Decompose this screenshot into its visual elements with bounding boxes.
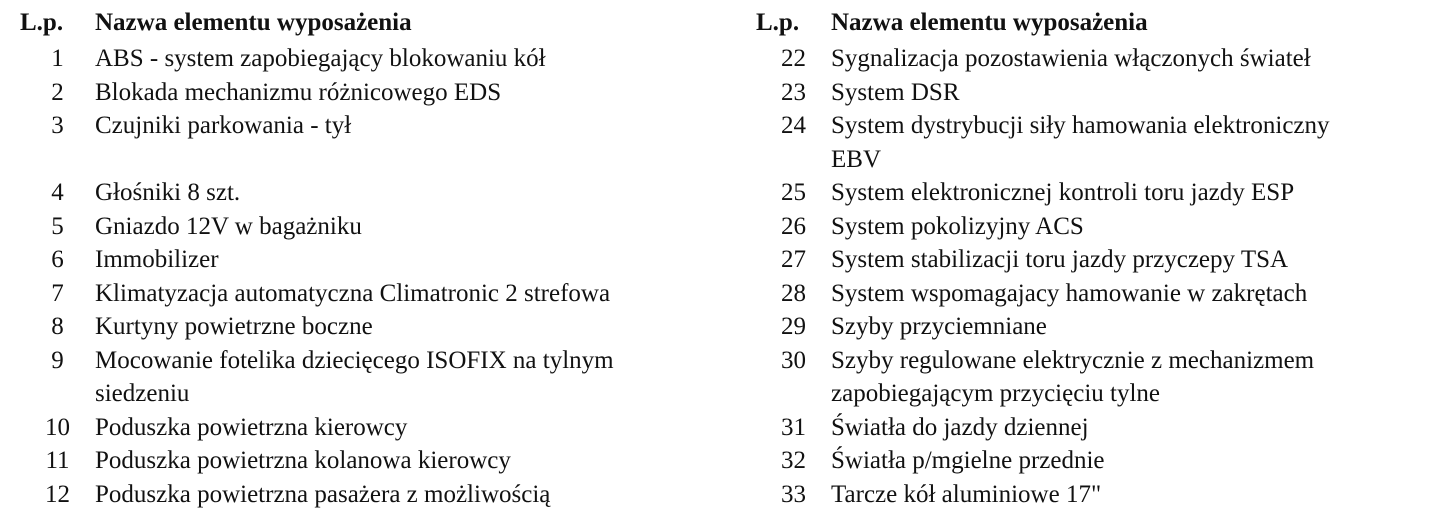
item-name: Mocowanie fotelika dziecięcego ISOFIX na tylnym siedzeniu xyxy=(95,346,614,407)
list-item xyxy=(756,411,1436,445)
item-number: 31 xyxy=(781,413,806,441)
item-number: 27 xyxy=(781,246,806,273)
column-header xyxy=(756,6,1436,42)
list-item xyxy=(20,76,720,110)
item-name: System DSR xyxy=(831,78,960,106)
list-item xyxy=(20,210,720,244)
item-number: 25 xyxy=(781,179,806,206)
equipment-column-right xyxy=(756,6,1436,511)
item-name: Szyby regulowane elektrycznie z mechanizmem zapobiegającym przycięciu tylne xyxy=(831,346,1315,407)
list-item xyxy=(20,42,720,76)
item-number: 6 xyxy=(51,246,64,273)
item-number: 22 xyxy=(781,45,806,72)
item-name: Klimatyzacja automatyczna Climatronic 2 strefowa xyxy=(95,279,611,307)
item-name: ABS - system zapobiegający blokowaniu kół xyxy=(95,45,546,72)
item-number: 11 xyxy=(45,447,70,474)
item-number: 5 xyxy=(51,212,64,240)
list-item xyxy=(756,243,1436,277)
list-item xyxy=(756,76,1436,110)
name-header: Nazwa elementu wyposażenia xyxy=(95,9,412,36)
list-item xyxy=(756,310,1436,344)
item-name: Kurtyny powietrzne boczne xyxy=(95,313,373,340)
list-item xyxy=(20,243,720,277)
item-name: System elektronicznej kontroli toru jazdy ESP xyxy=(831,179,1295,206)
name-header: Nazwa elementu wyposażenia xyxy=(831,9,1148,36)
item-number: 32 xyxy=(781,447,806,474)
list-item xyxy=(20,344,720,411)
item-number: 33 xyxy=(781,480,806,508)
item-name: System wspomagajacy hamowanie w zakrętach xyxy=(831,279,1308,307)
list-item xyxy=(20,176,720,210)
list-item xyxy=(756,277,1436,311)
list-item xyxy=(20,444,720,478)
list-item xyxy=(20,277,720,311)
list-item xyxy=(756,109,1436,176)
column-header xyxy=(20,6,720,42)
item-number: 12 xyxy=(45,480,70,508)
list-item xyxy=(756,344,1436,411)
item-name: Tarcze kół aluminiowe 17" xyxy=(831,480,1102,508)
item-number: 1 xyxy=(51,45,64,72)
item-number: 29 xyxy=(781,313,806,340)
list-item xyxy=(20,109,720,143)
item-name: System pokolizyjny ACS xyxy=(831,212,1084,240)
item-number: 23 xyxy=(781,78,806,106)
item-name: System dystrybucji siły hamowania elektroniczny EBV xyxy=(831,112,1330,173)
item-name: Poduszka powietrzna kolanowa kierowcy xyxy=(95,447,511,474)
item-number: 30 xyxy=(781,346,806,374)
item-number: 28 xyxy=(781,279,806,307)
list-item xyxy=(756,210,1436,244)
list-item xyxy=(756,42,1436,76)
list-item xyxy=(20,310,720,344)
item-name: Immobilizer xyxy=(95,246,219,273)
item-name: Blokada mechanizmu różnicowego EDS xyxy=(95,78,502,106)
item-number: 4 xyxy=(51,179,64,206)
lp-header: L.p. xyxy=(20,9,64,36)
equipment-column-left xyxy=(20,6,720,511)
list-item xyxy=(20,478,720,512)
item-name: Poduszka powietrzna kierowcy xyxy=(95,413,408,441)
item-name: Poduszka powietrzna pasażera z możliwością xyxy=(95,480,551,508)
item-number: 7 xyxy=(51,279,64,307)
item-number: 8 xyxy=(51,313,64,340)
item-name: Światła p/mgielne przednie xyxy=(831,447,1105,474)
item-number: 24 xyxy=(781,112,806,139)
item-number: 9 xyxy=(51,346,64,374)
item-number: 10 xyxy=(45,413,70,441)
list-item xyxy=(756,478,1436,512)
item-name: Głośniki 8 szt. xyxy=(95,179,241,206)
item-name: Gniazdo 12V w bagażniku xyxy=(95,212,362,240)
item-name: Światła do jazdy dziennej xyxy=(831,413,1089,441)
item-name: Czujniki parkowania - tył xyxy=(95,112,352,139)
list-item xyxy=(756,176,1436,210)
item-name: Szyby przyciemniane xyxy=(831,313,1047,340)
item-number: 26 xyxy=(781,212,806,240)
item-number: 3 xyxy=(51,112,64,139)
item-name: System stabilizacji toru jazdy przyczepy TSA xyxy=(831,246,1289,273)
list-item xyxy=(20,411,720,445)
item-name: Sygnalizacja pozostawienia włączonych świateł xyxy=(831,45,1311,72)
lp-header: L.p. xyxy=(756,9,800,36)
item-number: 2 xyxy=(51,78,64,106)
list-item xyxy=(756,444,1436,478)
